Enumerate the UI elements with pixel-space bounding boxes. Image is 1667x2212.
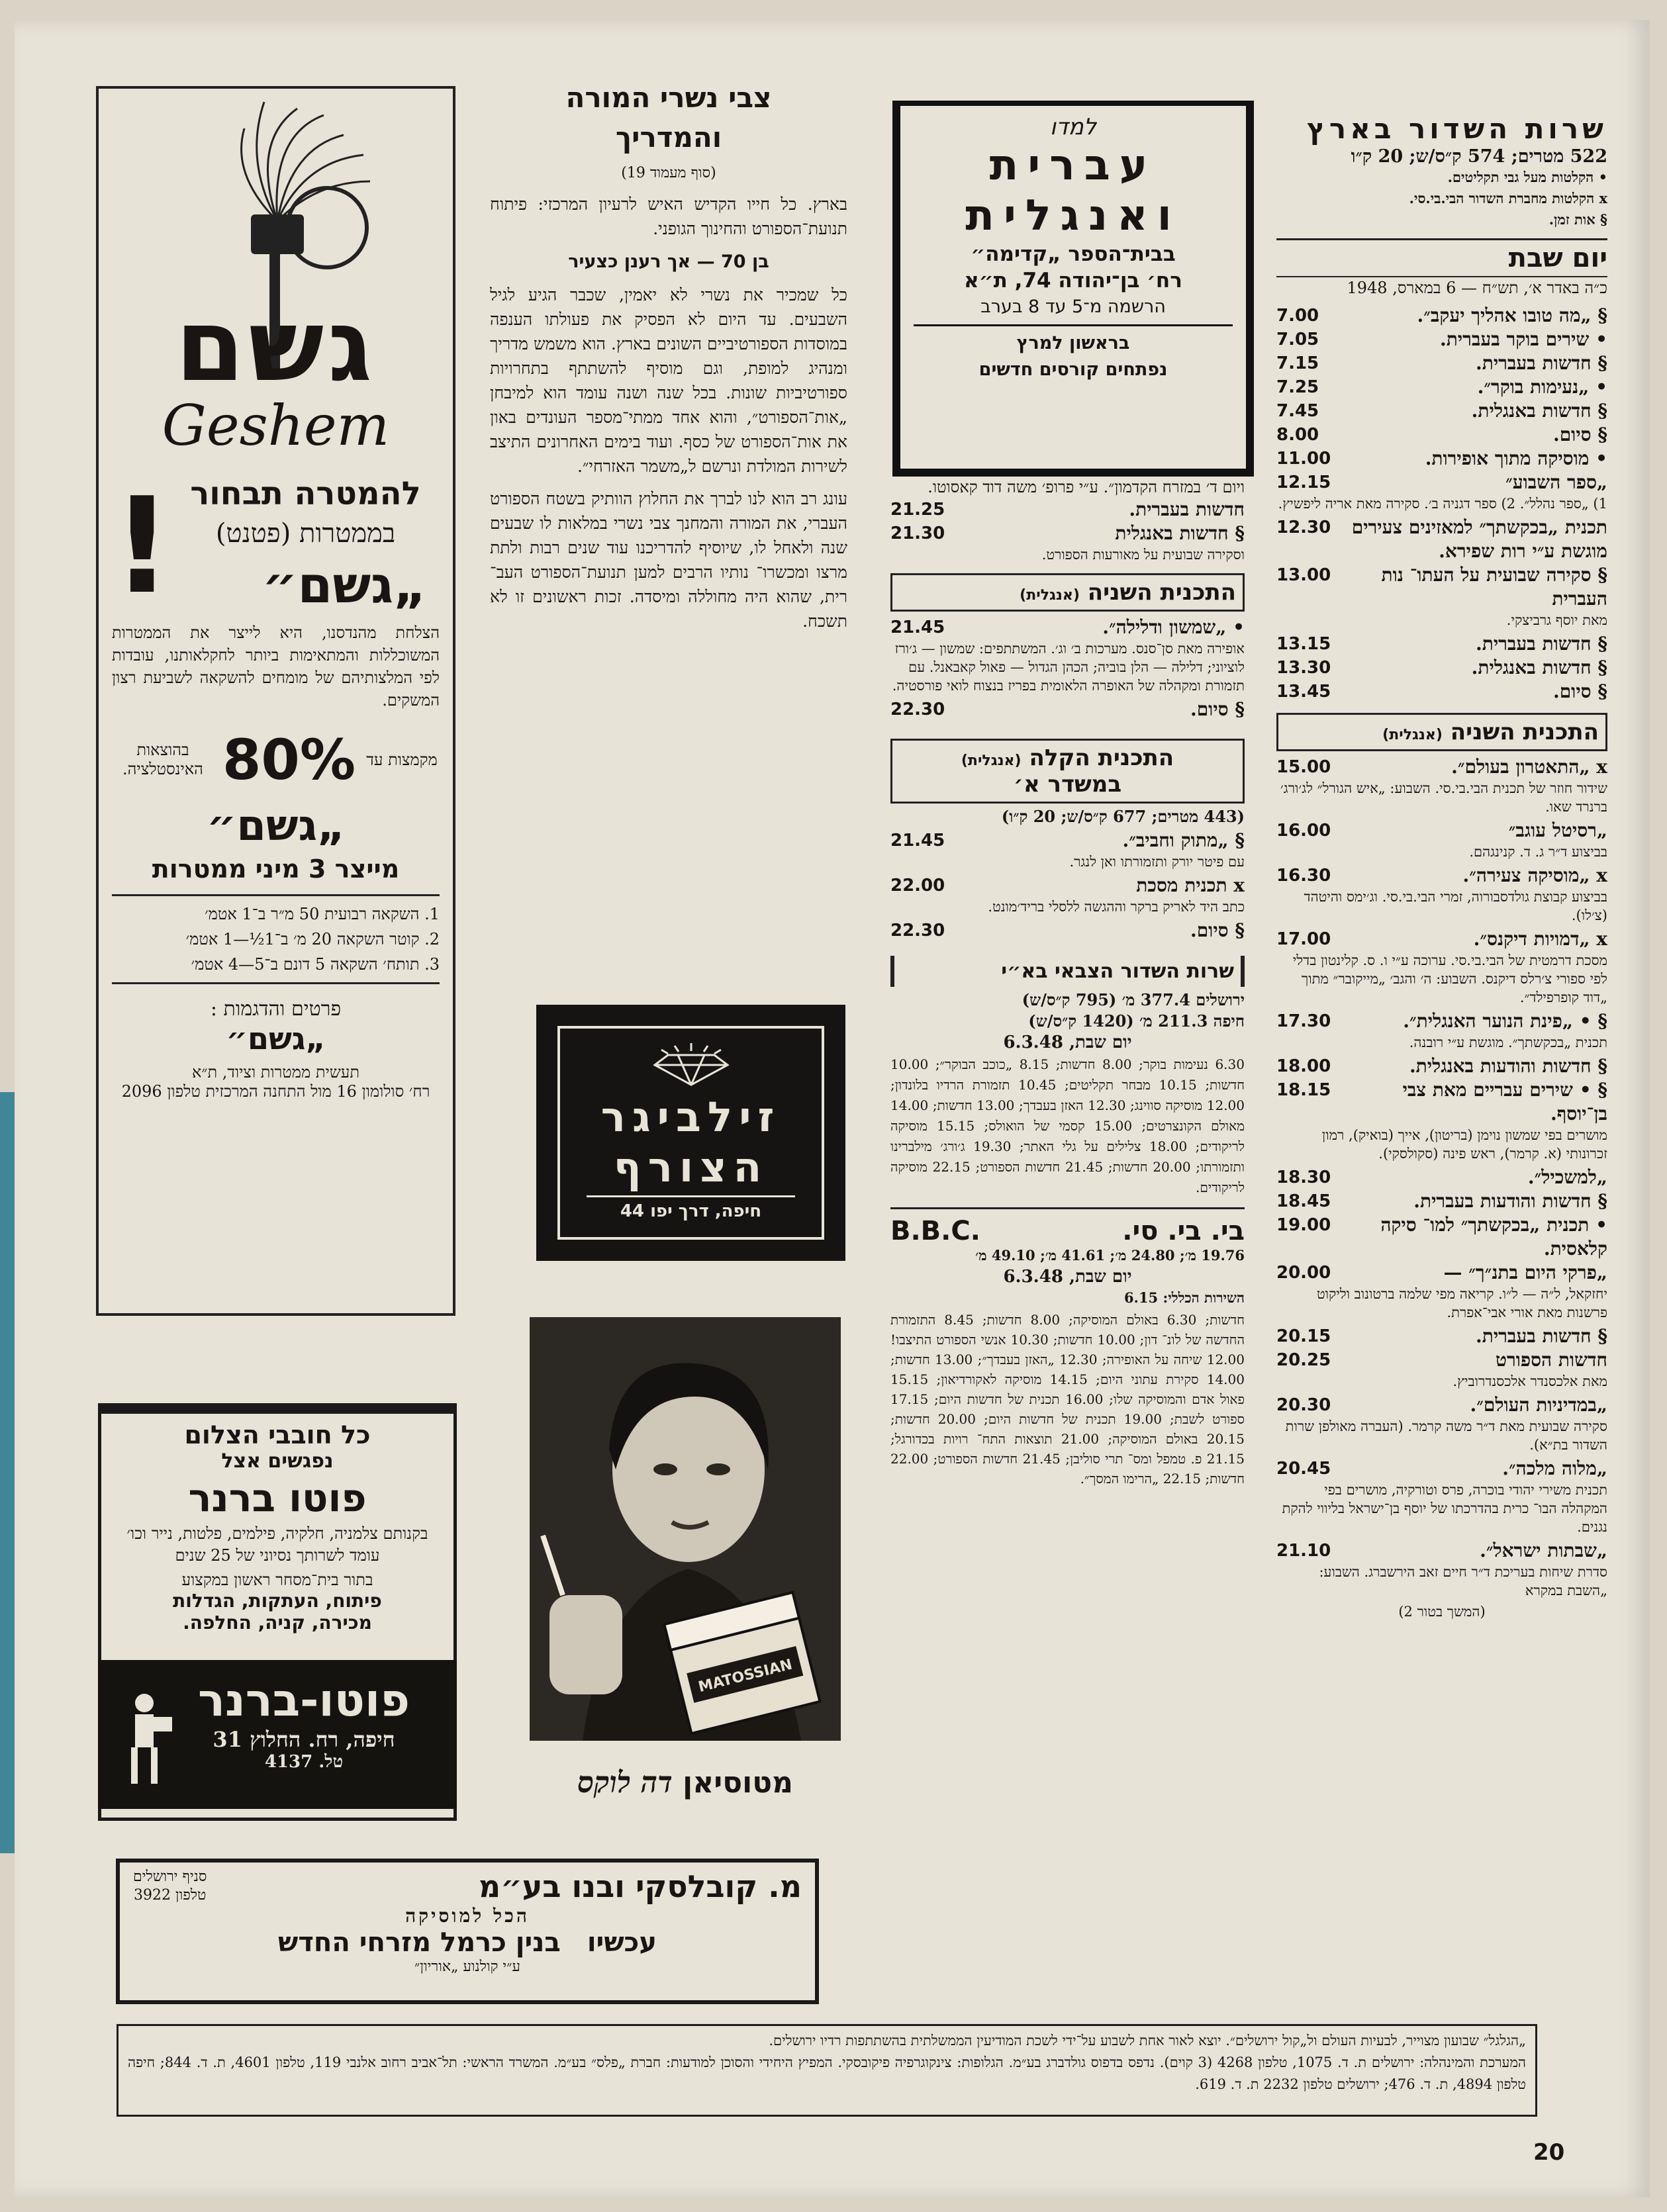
- row-program: § חדשות באנגלית.: [1471, 400, 1607, 422]
- light-program-title-2: במשדר א׳: [1013, 771, 1122, 798]
- program-row: [890, 874, 1245, 898]
- imprint-line-1: „הגלגל״ שבועון מצוייר, לבעיות העולם ול„קול ירושלים״. יוצא לאור אחת לשבוע על־ידי לשכת המודיעין הממשלתית בהשתתפות רדיו ירושלים.: [769, 2033, 1526, 2049]
- row-program: x „מוסיקה צעירה״.: [1462, 864, 1607, 886]
- ad-divider: [914, 324, 1233, 326]
- bbc-day: יום שבת, 6.3.48: [1003, 1267, 1132, 1287]
- geshem-details-brand: „גשם״: [226, 1021, 326, 1056]
- program-note: תכנית „בכקשתך״. מוגשת ע״י רובנה.: [1409, 1035, 1607, 1050]
- bbc-frequency: 19.76 מ׳; 24.80 מ׳; 41.61 מ׳; 49.10 מ׳: [975, 1247, 1245, 1264]
- program-row: [1276, 1054, 1607, 1078]
- geshem-details: פרטים והדגמות :: [210, 997, 342, 1021]
- row-program: חדשות בעברית.: [1129, 498, 1245, 520]
- row-program: § „מה טובו אהליך יעקב״.: [1417, 304, 1607, 326]
- ad-first: בראשון למרץ: [1016, 333, 1130, 353]
- army-schedule-text: 6.30 נעימות בוקר; 8.00 חדשות; 8.15 „כוכב הבוקר״; 10.00 חדשות; 10.15 מבחר תקליטים; 10.45 תזמורת הרדיו בלונדון; 12.00 מוסיקה סווינג; 12.30 האזן בעבדך; 13.00 חדשות; 14.00 מאולם הקונצרטים; 15.00 קסמי של הואולס; 15.15 מוסיקה לריקודים; 18.00 צלילים על גלי האתר; 19.30 ג׳ורג׳ מילברינו ותזמורתו; 20.00 חדשות; 21.45 חדשות הספורט; 22.15 מוסיקה לריקודים.: [890, 1056, 1245, 1195]
- geshem-body: הצלחת מהנדסנו, היא לייצר את הממטרות המשוכללות והמתאימות ביותר לחקלאותנו, עובדות לפי המלצותיהם של מומחים להשקאה לשביעת רצון המשקים.: [112, 623, 440, 710]
- cigarette-brand: מטוסיאן: [683, 1766, 793, 1800]
- program-row: [1276, 632, 1607, 656]
- day-date: כ״ה באדר א׳, תש״ח — 6 במארס, 1948: [1347, 279, 1607, 297]
- program-note: שידור חוזר של תכנית הבי.בי.סי. השבוע: „איש הגורל״ לג׳ורג׳ ברנרד שאו.: [1280, 780, 1607, 815]
- article-paragraph-2: כל שמכיר את נשרי לא יאמין, שכבר הגיע לגיל השבעים. עד היום לא הפסיק את פעולתו הענפה במוסדות הספורטיביים השונים בארץ. הוא משמש מדריך ומנהיג למופת, וגם מוסיף להשתתף בתחרויות ספורטיביות שונות. בכל שנה ושנה עומד הוא למיבחן „אות־הספורט״, והוא אחד ממתי־מספר העונדים באון את אות־הספורט של כסף. ועוד בימים האחרונים התיצב לשירות המולדת ונרשם ל„משמר האזרחי״.: [490, 285, 847, 476]
- geshem-line-1: להמטרה תבחור: [190, 475, 421, 512]
- col2-second-tag: (אנגלית): [1020, 587, 1080, 604]
- row-program: • „שמשון ודלילה״.: [1102, 616, 1245, 638]
- program-note: 1) „ספר נהלל״. 2) ספר דגניה ב׳. סקירה מאת אריה ליפשיץ.: [1278, 496, 1607, 512]
- row-program: § סקירה שבועית על העתו־ נות העברית: [1381, 564, 1607, 610]
- row-program: § „מתוק וחביב״.: [1122, 829, 1245, 851]
- row-time: 22.00: [890, 876, 945, 896]
- program-note: יחזקאל, ל״ה — ל״ו. קריאה מפי שלמה ברטונוב וליקוט פרשנות מאת אורי אבי־אפרת.: [1317, 1286, 1607, 1320]
- row-time: 7.00: [1276, 306, 1319, 326]
- program-note: סדרת שיחות בעריכת ד״ר חיים זאב הירשברג. השבוע: „השבת במקרא: [1319, 1564, 1607, 1598]
- program-row: [1276, 1078, 1607, 1126]
- row-time: 17.00: [1276, 929, 1331, 949]
- row-time: 11.00: [1276, 449, 1331, 469]
- row-program: § • שירים עבריים מאת צבי בן־יוסף.: [1402, 1079, 1607, 1125]
- row-program: • שירים בוקר בעברית.: [1439, 328, 1607, 350]
- woman-smoking-illustration: [523, 1317, 847, 1754]
- col2-second-end: [890, 698, 1245, 721]
- row-time: 16.30: [1276, 866, 1331, 886]
- row-program: § חדשות בעברית.: [1476, 1325, 1607, 1347]
- ad-english: ואנגלית: [965, 191, 1181, 240]
- imprint-footer: [117, 2024, 1537, 2117]
- bbc-title-latin: B.B.C.: [890, 1216, 980, 1246]
- row-time: 20.25: [1276, 1350, 1331, 1370]
- program-row: [890, 616, 1245, 639]
- row-program: „ספר השבוע״: [1505, 471, 1607, 493]
- row-program: • „נעימות בוקר״.: [1477, 376, 1607, 398]
- photo-line-2: נפגשים אצל: [221, 1450, 334, 1473]
- row-program: § חדשות והודעות באנגלית.: [1409, 1055, 1607, 1077]
- schedule-frequency: 522 מטרים; 574 ק״ס/ש; 20 ק״ו: [1351, 146, 1607, 167]
- music-branch-block: [133, 1868, 207, 1905]
- light-program-title: התכנית הקלה: [1029, 745, 1174, 771]
- program-row: [1276, 1324, 1607, 1348]
- ad-learn: למדו: [1049, 114, 1097, 140]
- geshem-factory: תעשית ממטרות וציוד, ת״א: [191, 1063, 360, 1082]
- program-note: בביצוע ד״ר ג. ד. קנינגהם.: [1469, 844, 1607, 860]
- photo-logo-banner: [98, 1660, 457, 1809]
- program-note: מושרים בפי שמשון נוימן (בריטון), אייך (בואיק), רמון זכרונותי (א. קרמר), ראש פינה (סקולסקי).: [1321, 1127, 1607, 1162]
- row-time: 22.30: [890, 921, 945, 941]
- army-radio-heading: שרות השדור הצבאי בא״י: [890, 956, 1245, 987]
- col2-top-rows: [890, 498, 1245, 545]
- ad-address: רח׳ בן־יהודה 74, ת״א: [964, 269, 1182, 293]
- light-program-rows: [890, 829, 1245, 943]
- program-row: [1276, 516, 1607, 563]
- music-phone: טלפון 3922: [134, 1887, 207, 1904]
- program-row: [1276, 328, 1607, 351]
- row-time: 12.15: [1276, 473, 1331, 492]
- photo-line-4: בתור בית־מסחר ראשון במקצוע: [181, 1571, 373, 1589]
- row-program: § חדשות באנגלית.: [1471, 657, 1607, 678]
- music-location-row: [120, 1927, 815, 1958]
- article-title-2: והמדריך: [615, 121, 722, 154]
- program-row: [1276, 755, 1607, 779]
- music-building: בנין כרמל מזרחי החדש: [278, 1927, 561, 1958]
- col2-top-text: ויום ד׳ במזרח הקדמון״. ע״י פרופ׳ משה דוד קאסוטו.: [928, 478, 1245, 496]
- geshem-exclamation: !: [112, 469, 173, 623]
- col2-second-rows: [890, 616, 1245, 639]
- row-time: 13.15: [1276, 634, 1331, 654]
- program-row: [890, 522, 1245, 545]
- article-continued-from: (סוף מעמוד 19): [621, 165, 716, 181]
- row-time: 7.15: [1276, 353, 1319, 373]
- geshem-item: 3. תותח׳ השקאה 5 דונם ב־5—4 אטמ׳: [191, 955, 440, 974]
- radio-column-2: [890, 477, 1245, 2019]
- row-time: 15.00: [1276, 757, 1331, 777]
- row-time: 7.05: [1276, 330, 1319, 349]
- row-time: 12.30: [1276, 518, 1331, 537]
- photo-address: חיפה, רח. החלוץ 31: [213, 1727, 395, 1752]
- program-row: [1276, 1261, 1607, 1285]
- cigarette-ad: [523, 1317, 847, 1814]
- language-school-ad: [892, 101, 1254, 477]
- geshem-address: רח׳ סולומון 16 מול התחנה המרכזית טלפון 2096: [121, 1082, 430, 1101]
- geshem-saves-on: בהוצאות האינסטלציה.: [122, 741, 203, 778]
- row-time: 13.00: [1276, 565, 1331, 585]
- cigarette-tag: דה לוקס: [577, 1766, 673, 1800]
- row-time: 18.00: [1276, 1056, 1331, 1076]
- jeweler-ad: [536, 1005, 845, 1261]
- photo-shop-name: פוטו ברנר: [188, 1475, 367, 1520]
- row-program: „למשכיל״.: [1527, 1166, 1607, 1188]
- row-time: 20.30: [1276, 1395, 1331, 1415]
- music-top-row: [120, 1863, 815, 1905]
- row-program: § חדשות בעברית.: [1476, 352, 1607, 374]
- schedule-column: [1276, 113, 1607, 2019]
- row-time: 7.45: [1276, 401, 1319, 421]
- program-note: מאת אלכסנדר אלכסנדרוביץ.: [1453, 1373, 1607, 1389]
- photo-line-1: כל חובבי הצלום: [184, 1420, 371, 1450]
- col2-top-note: וסקירה שבועית על מאורעות הספורט.: [1041, 547, 1245, 563]
- legend-record: • הקלטות מעל גבי תקליטים.: [1447, 169, 1607, 185]
- program-row: [1276, 1213, 1607, 1261]
- row-program: § חדשות בעברית.: [1476, 633, 1607, 655]
- jeweler-name: זילביגר: [600, 1093, 781, 1141]
- schedule-title: שרות השדור בארץ: [1307, 113, 1607, 145]
- program-row: [1276, 351, 1607, 375]
- row-time: 13.30: [1276, 658, 1331, 678]
- program-row: [1276, 656, 1607, 680]
- geshem-saves-label: מקמצות עד: [366, 750, 438, 769]
- row-time: 20.45: [1276, 1459, 1331, 1479]
- row-program: x „דמויות דיקנס״.: [1473, 928, 1607, 950]
- program-row: [1276, 927, 1607, 951]
- ad-hours: הרשמה מ־5 עד 8 בערב: [980, 297, 1166, 317]
- photographer-icon: [111, 1686, 177, 1786]
- program-row: [1276, 399, 1607, 423]
- imprint-line-2: המערכת והמינהלה: ירושלים ת. ד. 1075, טלפון 4268 (3 קוים). נדפס בדפוס גולדברג בע״מ. הגלופות: צינקוגרפיה פיקובסקי. המפיץ היחידי והסוכן למודעות: חברת „פלס״ בע״מ. המשרד הראשי: תל־אביב רחוב אלנבי 119, טלפון 4601, ת. ד. 844; חיפה טלפון 4894, ת. ד. 476; ירושלים טלפון 2232 ת. ד. 619.: [128, 2054, 1526, 2092]
- ad-hebrew: עברית: [989, 141, 1157, 190]
- music-store-ad: [116, 1859, 819, 2004]
- program-row: [1276, 447, 1607, 471]
- row-time: 21.45: [890, 618, 945, 637]
- program-row: [1276, 864, 1607, 888]
- program-row: [1276, 1166, 1607, 1189]
- article-paragraph-3: עונג רב הוא לנו לברך את החלוץ הוותיק בשטח הספורט העברי, את המורה והמחנך צבי נשרי במלאות לו שבעים שנה ולאחל לו, שיוסיף להדריכנו עוד שנים רבות ולתת מרצו ומכשרו־ נותיו הרבים למען תנועת־הספורט העב־ רית, שהוא היה מחוללה ומיסדה. זכות ראשונים זו לא תשכח.: [490, 489, 847, 631]
- music-near: ע״י קולנוע „אוריון״: [414, 1959, 520, 1975]
- program-row: [1276, 1539, 1607, 1563]
- ad-courses: נפתחים קורסים חדשים: [978, 359, 1168, 380]
- geshem-brand-quote: „גשם״: [262, 555, 426, 614]
- music-store-name: מ. קובלסקי ובנו בע״מ: [478, 1868, 802, 1904]
- second-program-title: התכנית השניה: [1450, 719, 1599, 745]
- row-time: 17.30: [1276, 1011, 1331, 1031]
- row-time: 21.10: [1276, 1541, 1331, 1561]
- geshem-sprinkler-ad: [96, 86, 455, 1316]
- col2-second-note: אופירה מאת סן־סנס. מערכות ב׳ וג׳. המשתתפים: שמשון — ג׳ורז לוציוני; דלילה — הלן בוביה; הכהן הגדול — פאול קאבאנל. עם תזמורת ומקהלה של האופרה הלאומית בפריז בנצוח לואי פורסטיה.: [892, 641, 1245, 694]
- photo-trade: מכירה, קניה, החלפה.: [183, 1612, 372, 1634]
- photo-phone: טל. 4137: [264, 1752, 344, 1772]
- morning-program-list: [1276, 304, 1607, 704]
- bbc-title: בי. בי. סי.: [1122, 1216, 1245, 1246]
- row-program: § סיום.: [1552, 680, 1607, 702]
- second-program-list: [1276, 755, 1607, 1600]
- row-program: x „התאטרון בעולם״.: [1451, 756, 1607, 778]
- row-time: 13.45: [1276, 682, 1331, 702]
- program-row: [890, 498, 1245, 522]
- geshem-brand: „גשם״: [206, 802, 346, 851]
- row-time: 18.15: [1276, 1080, 1331, 1100]
- row-program: חדשות הספורט: [1496, 1349, 1607, 1371]
- photo-services: פיתוח, העתקות, הגדלות: [173, 1590, 382, 1612]
- row-time: 22.30: [890, 700, 945, 719]
- program-row: [1276, 375, 1607, 399]
- program-row: [890, 919, 1245, 943]
- bbc-heading: [890, 1207, 1245, 1246]
- program-row: [1276, 563, 1607, 611]
- article-subheading: בן 70 — אך רענן כצעיר: [568, 252, 769, 272]
- article-title-1: צבי נשרי המורה: [565, 81, 772, 114]
- row-time: 20.15: [1276, 1326, 1331, 1346]
- row-time: 20.00: [1276, 1263, 1331, 1283]
- program-row: [1276, 1393, 1607, 1417]
- row-program: § סיום.: [1190, 698, 1245, 720]
- row-program: x תכנית מסכת: [1136, 874, 1245, 896]
- program-row: [1276, 1189, 1607, 1213]
- program-row: [1276, 471, 1607, 494]
- army-freq-jerusalem: ירושלים 377.4 מ׳ (795 ק״ס/ש): [1022, 990, 1245, 1009]
- col2-second-title: התכנית השניה: [1087, 579, 1236, 606]
- program-row: [1276, 819, 1607, 843]
- program-row: [1276, 304, 1607, 328]
- program-row: [1276, 1009, 1607, 1033]
- geshem-line-2: בממטרות (פטנט): [215, 518, 396, 549]
- light-program-tag: (אנגלית): [961, 753, 1022, 769]
- program-note: בביצוע קבוצת גולדסבורוה, זמרי הבי.בי.סי. וג׳ימס והיטהד (צ׳לו).: [1304, 889, 1607, 923]
- row-program: „פרקי היום בתנ״ך״ —: [1443, 1262, 1607, 1283]
- row-time: 18.45: [1276, 1191, 1331, 1211]
- geshem-item-list: [112, 894, 440, 984]
- row-program: „רסיטל עוגב״: [1508, 819, 1607, 841]
- ad-school: בבית־הספר „קדימה״: [971, 242, 1176, 266]
- row-time: 19.00: [1276, 1215, 1331, 1235]
- geshem-item: 1. השקאה רבועית 50 מ״ר ב־1 אטמ׳: [205, 905, 440, 923]
- geshem-logo: גשם: [175, 289, 377, 404]
- jeweler-address: חיפה, דרך יפו 44: [587, 1195, 795, 1221]
- army-day: יום שבת, 6.3.48: [1003, 1033, 1132, 1052]
- cigarette-slogan: [523, 1766, 847, 1800]
- row-program: § סיום.: [1190, 919, 1245, 941]
- army-freq-haifa: חיפה 211.3 מ׳ (1420 ק״ס/ש): [1028, 1011, 1245, 1031]
- program-note: תכנית משירי יהודי בוכרה, פרס וטורקיה, מושרים בפי המקהלה הבו־ כרית בהדרכתו של יוסף בן־ישראל בליווי להקת נגנים.: [1282, 1482, 1607, 1535]
- article-paragraph-1: בארץ. כל חייו הקדיש האיש לרעיון המרכזי: פיתוח תנועת־הספורט והחינוך הגופני.: [490, 195, 847, 238]
- jeweler-ad-frame: [557, 1026, 824, 1240]
- music-tag: הכל למוסיקה: [405, 1905, 530, 1927]
- program-row: [1276, 423, 1607, 447]
- light-program-heading: [890, 739, 1245, 804]
- row-program: § חדשות באנגלית: [1115, 522, 1245, 544]
- geshem-percent: 80%: [222, 727, 356, 792]
- row-program: „במדיניות העולם״.: [1470, 1394, 1607, 1416]
- program-row: [1276, 1457, 1607, 1481]
- col2-second-heading: [890, 573, 1245, 612]
- geshem-produces: מייצר 3 מיני ממטרות: [152, 854, 400, 884]
- jeweler-title: הצורף: [613, 1143, 769, 1191]
- program-row: [1276, 680, 1607, 704]
- page-number: 20: [1533, 2139, 1565, 2166]
- program-note: כתב היד לאריק ברקר וההגשה ללסלי בריד׳מונט.: [988, 899, 1245, 915]
- row-program: „מלוה מלכה״.: [1502, 1457, 1607, 1479]
- row-time: 21.30: [890, 524, 945, 543]
- bbc-schedule-text: חדשות; 6.30 באולם המוסיקה; 8.00 חדשות; 8.45 התזמורת החדשה של לונ־ דון; 10.00 חדשות; 10.30 אנשי הספורט התיצבו! 12.00 שיחה על האופירה; 12.30 „האזן בעבדך״; 13.00 חדשות; 14.00 סקירת עתוני היום; 14.15 מוסיקה לאקורדיאון; 15.15 פאול אדם והמוסיקה שלו; 16.00 תכנית של חדשות היום; 17.15 ספורט לשבת; 19.00 תכנית של חדשות היום; 20.00 חדשות; 20.15 באולם המוסיקה; 21.00 תוצאות התח־ רויות בכדורגל; 21.15 פ. טמפל ומס־ תרי סוליבן; 21.45 חדשות הספורט; 22.00 חדשות; 22.15 „הרימו המסך״.: [890, 1312, 1245, 1487]
- second-program-heading: [1276, 713, 1607, 751]
- diamond-icon: [642, 1042, 741, 1088]
- program-note: מסכת דרמטית של הבי.בי.סי. ערוכה ע״י ו. ס. קלינטון בדלי לפי ספורי צ׳רלס דיקנס. השבוע: ה׳ והגב׳ „מייקובר״ מתוך „דוד קופרפילד״.: [1292, 952, 1607, 1005]
- legend-bbc: x הקלטות מחברת השדור הבי.בי.סי.: [1409, 190, 1607, 207]
- row-time: 7.25: [1276, 377, 1319, 397]
- program-note: עם פיטר יורק ותזמורתו ואן לנגר.: [1069, 854, 1245, 870]
- row-time: 21.45: [890, 831, 945, 851]
- row-program: § חדשות והודעות בעברית.: [1413, 1190, 1607, 1212]
- second-program-tag: (אנגלית): [1382, 727, 1443, 743]
- geshem-item: 2. קוטר השקאה 20 מ׳ ב־1½—1 אטמ׳: [185, 930, 440, 948]
- article-column: [490, 78, 847, 965]
- row-program: „שבתות ישראל״.: [1480, 1540, 1607, 1561]
- geshem-savings-row: [99, 727, 453, 792]
- row-time: 16.00: [1276, 821, 1331, 841]
- program-note: מאת יוסף גרביצקי.: [1506, 612, 1607, 628]
- row-time: 21.25: [890, 500, 945, 520]
- row-program: § סיום.: [1552, 424, 1607, 445]
- row-time: 8.00: [1276, 425, 1319, 445]
- geshem-logo-latin: Geshem: [162, 393, 390, 458]
- music-now: עכשיו: [587, 1927, 657, 1958]
- photo-body: בקנותם צלמניה, חלקיה, פילמים, פלטות, נייר וכו׳ עומד לשרותך נסיוני של 25 שנים: [126, 1524, 428, 1565]
- program-note: סקירה שבועית מאת ד״ר משה קרמר. (העברה מאולפן שרות השדור בת״א).: [1285, 1418, 1607, 1453]
- program-row: [1276, 1348, 1607, 1372]
- pack-brand-text: MATOSSIAN: [696, 1656, 794, 1696]
- continued-note: (המשך בטור 2): [1398, 1604, 1486, 1620]
- row-program: § • „פינת הנוער האנגלית״.: [1403, 1010, 1607, 1032]
- row-program: • מוסיקה מתוך אופירות.: [1425, 447, 1607, 469]
- legend-time-signal: § אות זמן.: [1548, 211, 1607, 228]
- photo-logo: פוטו-ברנר: [198, 1675, 410, 1727]
- music-branch: סניף ירושלים: [133, 1868, 207, 1885]
- row-program: • תכנית „בכקשתך״ למו־ סיקה קלאסית.: [1380, 1214, 1607, 1260]
- row-time: 18.30: [1276, 1168, 1331, 1187]
- bbc-general: השירות הכללי: 6.15: [1124, 1289, 1245, 1306]
- light-program-frequency: (443 מטרים; 677 ק״ס/ש; 20 ק״ו): [1001, 807, 1245, 826]
- row-program: תכנית „בכקשתך״ למאזינים צעירים מוגשת ע״י רות שפירא.: [1351, 516, 1607, 562]
- day-heading: יום שבת: [1276, 238, 1607, 277]
- program-row: [890, 829, 1245, 853]
